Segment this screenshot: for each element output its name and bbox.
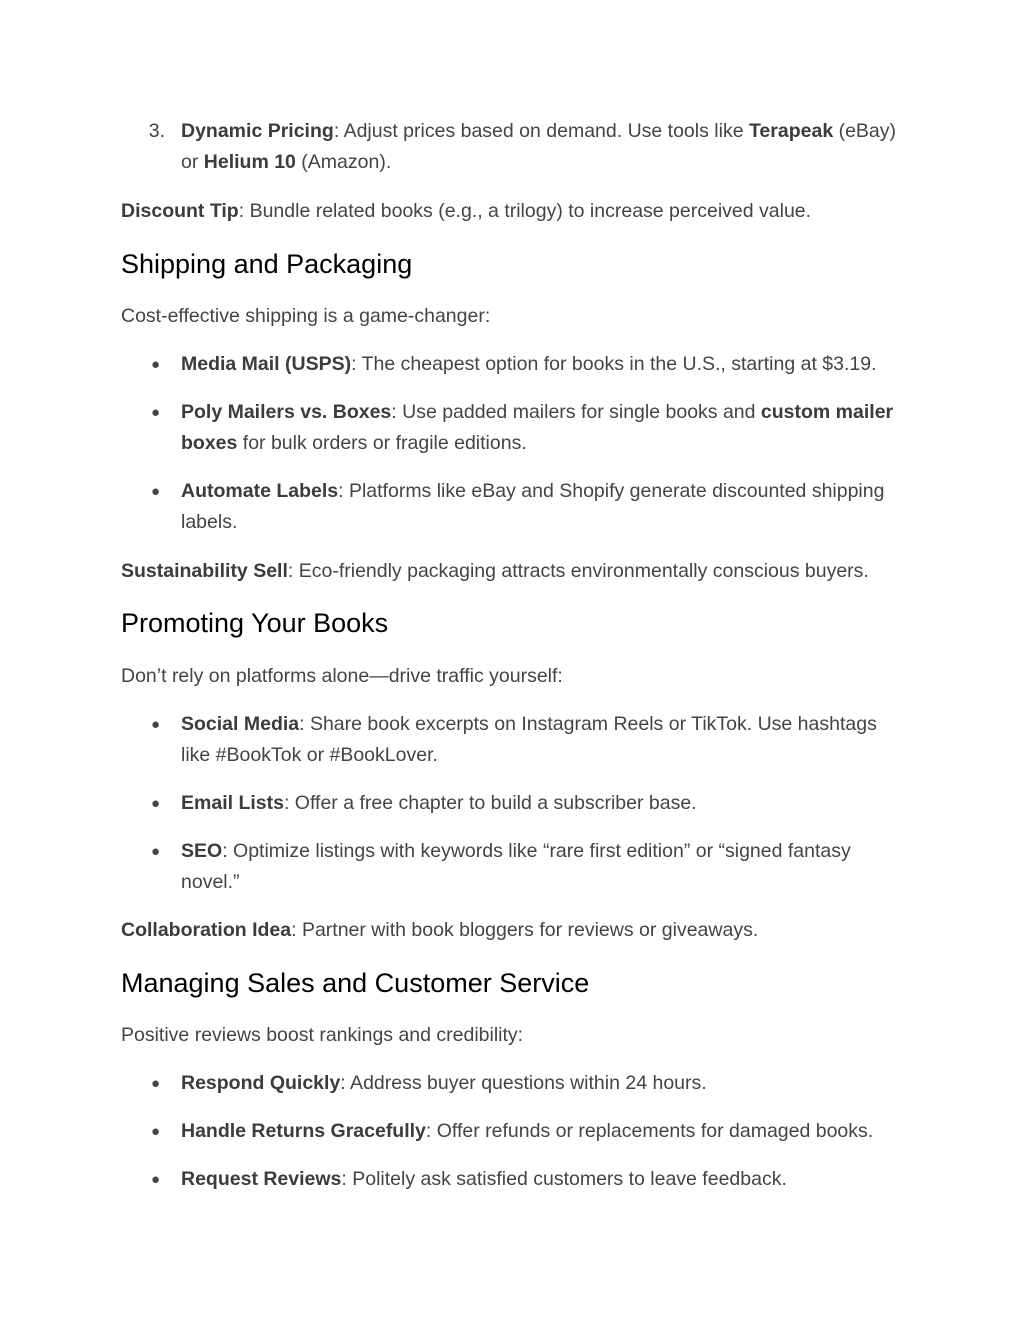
note-text: : Partner with book bloggers for reviews or giveaways.: [291, 919, 759, 941]
list-item-term: Respond Quickly: [181, 1072, 341, 1094]
list-item-term: Handle Returns Gracefully: [181, 1120, 426, 1142]
discount-tip-text: : Bundle related books (e.g., a trilogy) to increase perceived value.: [238, 200, 812, 222]
list-item-text: [181, 836, 911, 898]
bullet-icon: ●: [151, 1123, 161, 1140]
text-segment: : Share book excerpts on Instagram Reels or TikTok. Use hashtags like #BookTok or #BookLover.: [181, 713, 877, 766]
bullet-icon: ●: [151, 1075, 161, 1092]
shipping-intro: Cost-effective shipping is a game-changer:: [121, 305, 491, 327]
text-segment: : Offer a free chapter to build a subscriber base.: [283, 792, 697, 814]
list-item-text: [181, 1164, 911, 1195]
heading-promoting: Promoting Your Books: [121, 608, 389, 638]
managing-intro: Positive reviews boost rankings and credibility:: [121, 1024, 524, 1046]
note-label: Collaboration Idea: [121, 919, 292, 941]
bullet-icon: ●: [151, 716, 161, 733]
list-item-term: SEO: [181, 840, 223, 862]
list-item-term: custom mailer boxes: [181, 401, 894, 454]
list-item-term: Poly Mailers vs. Boxes: [181, 401, 392, 423]
list-item-term: Request Reviews: [181, 1168, 342, 1190]
term-terapeak: Terapeak: [748, 120, 834, 142]
text-segment: : Optimize listings with keywords like “rare first edition” or “signed fantasy novel.”: [181, 840, 851, 893]
note-label: Sustainability Sell: [121, 560, 288, 582]
text-segment: : Use padded mailers for single books and: [391, 401, 761, 423]
bullet-icon: ●: [151, 356, 161, 373]
list-item-term: Social Media: [181, 713, 300, 735]
text-segment: : Adjust prices based on demand. Use tools like: [333, 120, 749, 142]
discount-tip-label: Discount Tip: [121, 200, 239, 222]
discount-tip: [121, 196, 911, 227]
list-item-text: [181, 709, 911, 771]
text-segment: : Offer refunds or replacements for damaged books.: [425, 1120, 874, 1142]
term-dynamic-pricing: Dynamic Pricing: [181, 120, 334, 142]
list-item-text: [181, 1068, 911, 1099]
list-item-text: [181, 476, 911, 538]
list-number: 3.: [148, 120, 165, 142]
list-item-text: [181, 1116, 911, 1147]
list-item-text: [181, 788, 911, 819]
text-segment: : Address buyer questions within 24 hours.: [340, 1072, 707, 1094]
bullet-icon: ●: [151, 483, 161, 500]
text-segment: : The cheapest option for books in the U.S., starting at $3.19.: [351, 353, 877, 375]
list-item-text: [181, 397, 911, 459]
bullet-icon: ●: [151, 404, 161, 421]
list-item-term: Email Lists: [181, 792, 284, 814]
heading-shipping: Shipping and Packaging: [121, 249, 413, 279]
term-helium-10: Helium 10: [203, 151, 296, 173]
heading-managing: Managing Sales and Customer Service: [121, 968, 590, 998]
promoting-intro: Don’t rely on platforms alone—drive traffic yourself:: [121, 665, 563, 687]
text-segment: (Amazon).: [295, 151, 392, 173]
text-segment: for bulk orders or fragile editions.: [237, 432, 527, 454]
bullet-icon: ●: [151, 795, 161, 812]
list-item-text: [181, 349, 911, 380]
bullet-icon: ●: [151, 1171, 161, 1188]
note-text: : Eco-friendly packaging attracts environmentally conscious buyers.: [287, 560, 869, 582]
list-item-term: Media Mail (USPS): [181, 353, 352, 375]
sustainability-note: [121, 556, 911, 587]
text-segment: : Politely ask satisfied customers to leave feedback.: [341, 1168, 787, 1190]
text-segment: : Platforms like eBay and Shopify generate discounted shipping labels.: [181, 480, 885, 533]
list-item-text: [181, 116, 911, 178]
bullet-icon: ●: [151, 843, 161, 860]
list-item-term: Automate Labels: [181, 480, 339, 502]
text-segment: (eBay) or: [181, 120, 897, 173]
collaboration-note: [121, 915, 911, 946]
